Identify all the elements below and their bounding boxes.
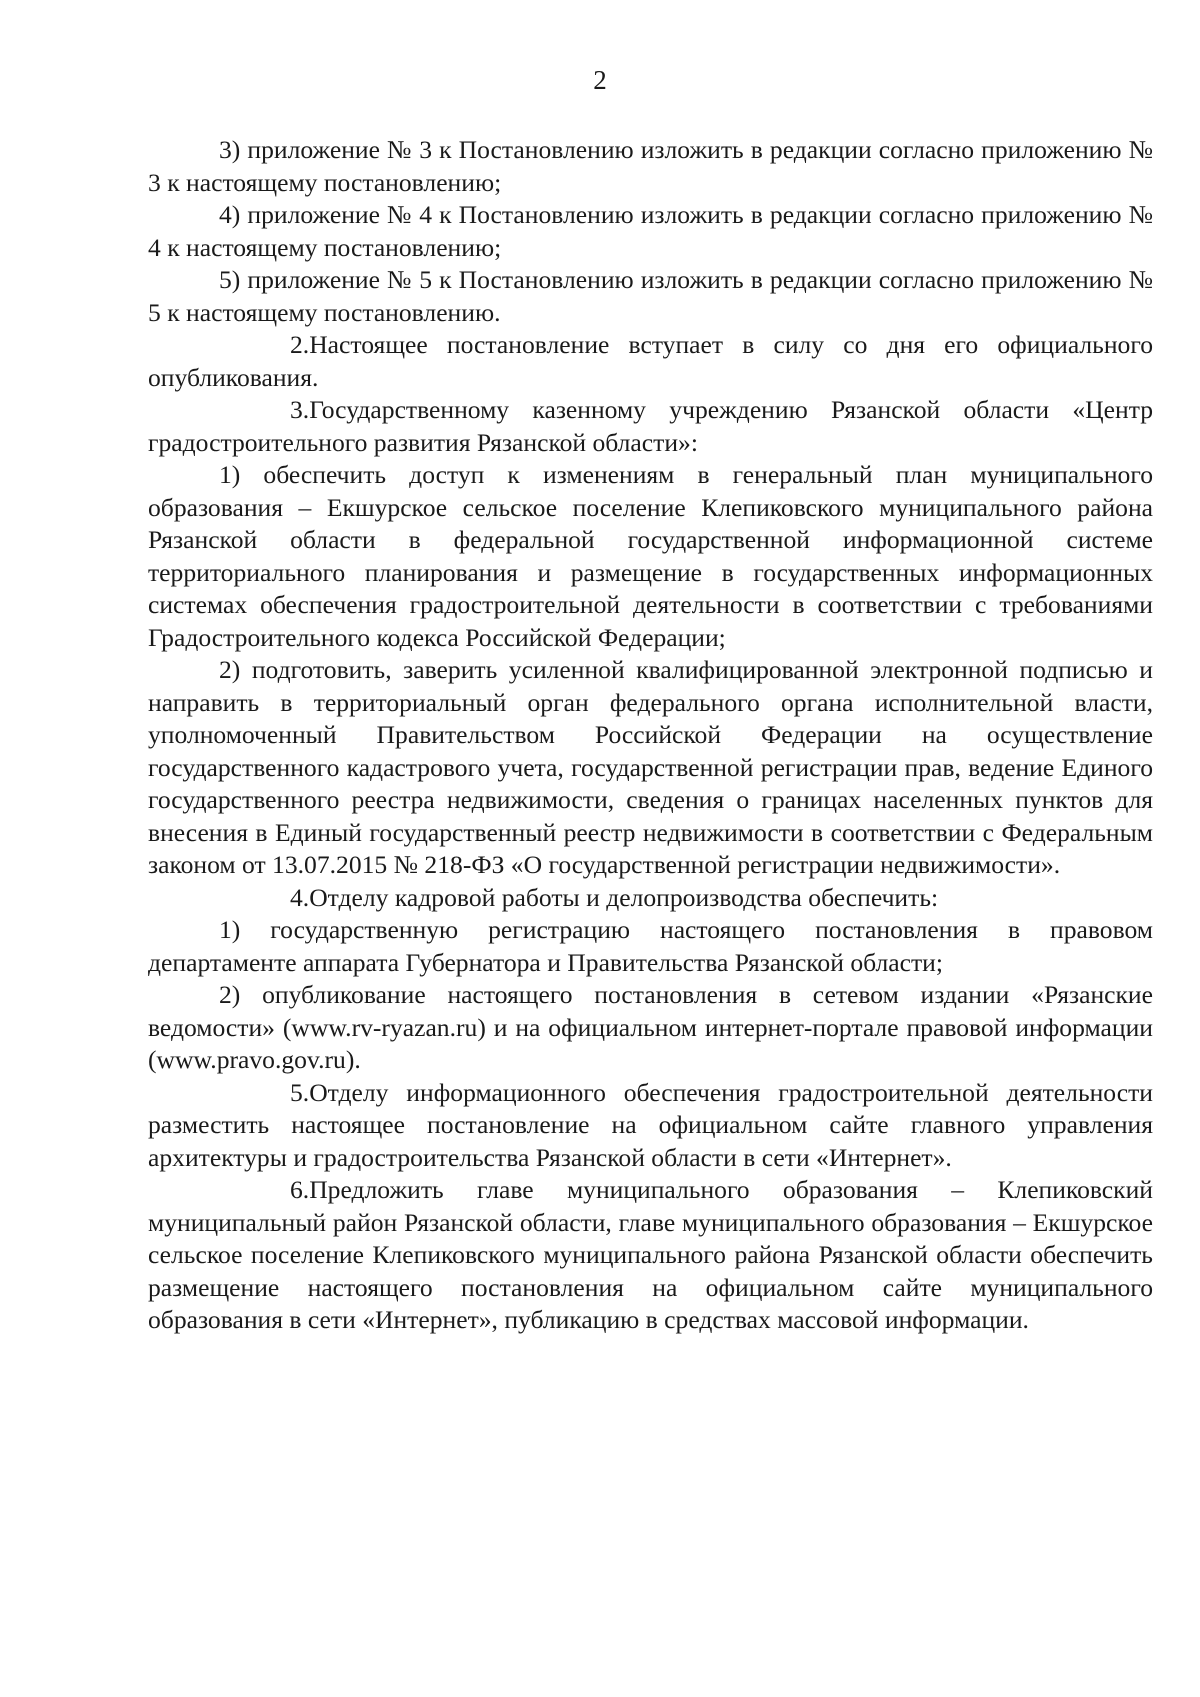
paragraph-number: 2. xyxy=(290,330,310,359)
paragraph-4-item-2 xyxy=(148,979,1153,1077)
paragraph-number: 6. xyxy=(290,1175,310,1204)
paragraph-number: 3. xyxy=(290,395,310,424)
paragraph-2 xyxy=(148,329,1153,394)
paragraph-text: Отделу информационного обеспечения градостроительной деятельности разместить настоящее постановление на официальном сайте главного управления архитектуры и градостроительства Рязанской области в сети «Интернет». xyxy=(148,1077,1153,1172)
paragraph-5 xyxy=(148,1077,1153,1175)
paragraph-3-item-2 xyxy=(148,654,1153,882)
paragraph-text: 2) подготовить, заверить усиленной квалифицированной электронной подписью и направить в территориальный орган федерального органа исполнительной власти, уполномоченный Правительством Российской Федерации на осуществление государственного кадастрового учета, государственной регистрации прав, ведение Единого государственного реестра недвижимости, сведения о границах населенных пунктов для внесения в Единый государственный реестр недвижимости в соответствии с Федеральным законом от 13.07.2015 № 218-ФЗ «О государственной регистрации недвижимости». xyxy=(148,655,1153,879)
paragraph-text: Отделу кадровой работы и делопроизводства обеспечить: xyxy=(309,882,939,912)
paragraph-text: Предложить главе муниципального образования – Клепиковский муниципальный район Рязанской области, главе муниципального образования – Екшурское сельское поселение Клепиковского муниципального района Рязанской области обеспечить размещение настоящего постановления на официальном сайте муниципального образования в сети «Интернет», публикацию в средствах массовой информации. xyxy=(148,1175,1153,1334)
paragraph-number: 4. xyxy=(290,882,310,912)
paragraph-item-3 xyxy=(148,134,1153,199)
paragraph-number: 5. xyxy=(290,1077,310,1107)
page-number: 2 xyxy=(593,65,607,95)
paragraph-text: 4) приложение № 4 к Постановлению изложить в редакции согласно приложению № 4 к настоящему постановлению; xyxy=(148,200,1153,262)
paragraph-item-4 xyxy=(148,199,1153,264)
paragraph-text: Государственному казенному учреждению Рязанской области «Центр градостроительного развития Рязанской области»: xyxy=(148,395,1153,457)
paragraph-4 xyxy=(148,882,1153,915)
paragraph-3 xyxy=(148,394,1153,459)
paragraph-text: 2) опубликование настоящего постановления в сетевом издании «Рязанские ведомости» (www.rv-ryazan.ru) и на официальном интернет-портале правовой информации (www.pravo.gov.ru). xyxy=(148,980,1153,1074)
document-body xyxy=(148,134,1153,1337)
paragraph-6 xyxy=(148,1174,1153,1337)
paragraph-text: 3) приложение № 3 к Постановлению изложить в редакции согласно приложению № 3 к настоящему постановлению; xyxy=(148,135,1153,197)
paragraph-text: 1) государственную регистрацию настоящего постановления в правовом департаменте аппарата Губернатора и Правительства Рязанской области; xyxy=(148,915,1153,977)
paragraph-text: Настоящее постановление вступает в силу со дня его официального опубликования. xyxy=(148,330,1153,392)
paragraph-4-item-1 xyxy=(148,914,1153,979)
paragraph-text: 1) обеспечить доступ к изменениям в генеральный план муниципального образования – Екшурское сельское поселение Клепиковского муниципального района Рязанской области в федеральной государственной информационной системе территориального планирования и размещение в государственных информационных системах обеспечения градостроительной деятельности в соответствии с требованиями Градостроительного кодекса Российской Федерации; xyxy=(148,460,1153,652)
paragraph-item-5 xyxy=(148,264,1153,329)
paragraph-text: 5) приложение № 5 к Постановлению изложить в редакции согласно приложению № 5 к настоящему постановлению. xyxy=(148,265,1153,327)
paragraph-3-item-1 xyxy=(148,459,1153,654)
